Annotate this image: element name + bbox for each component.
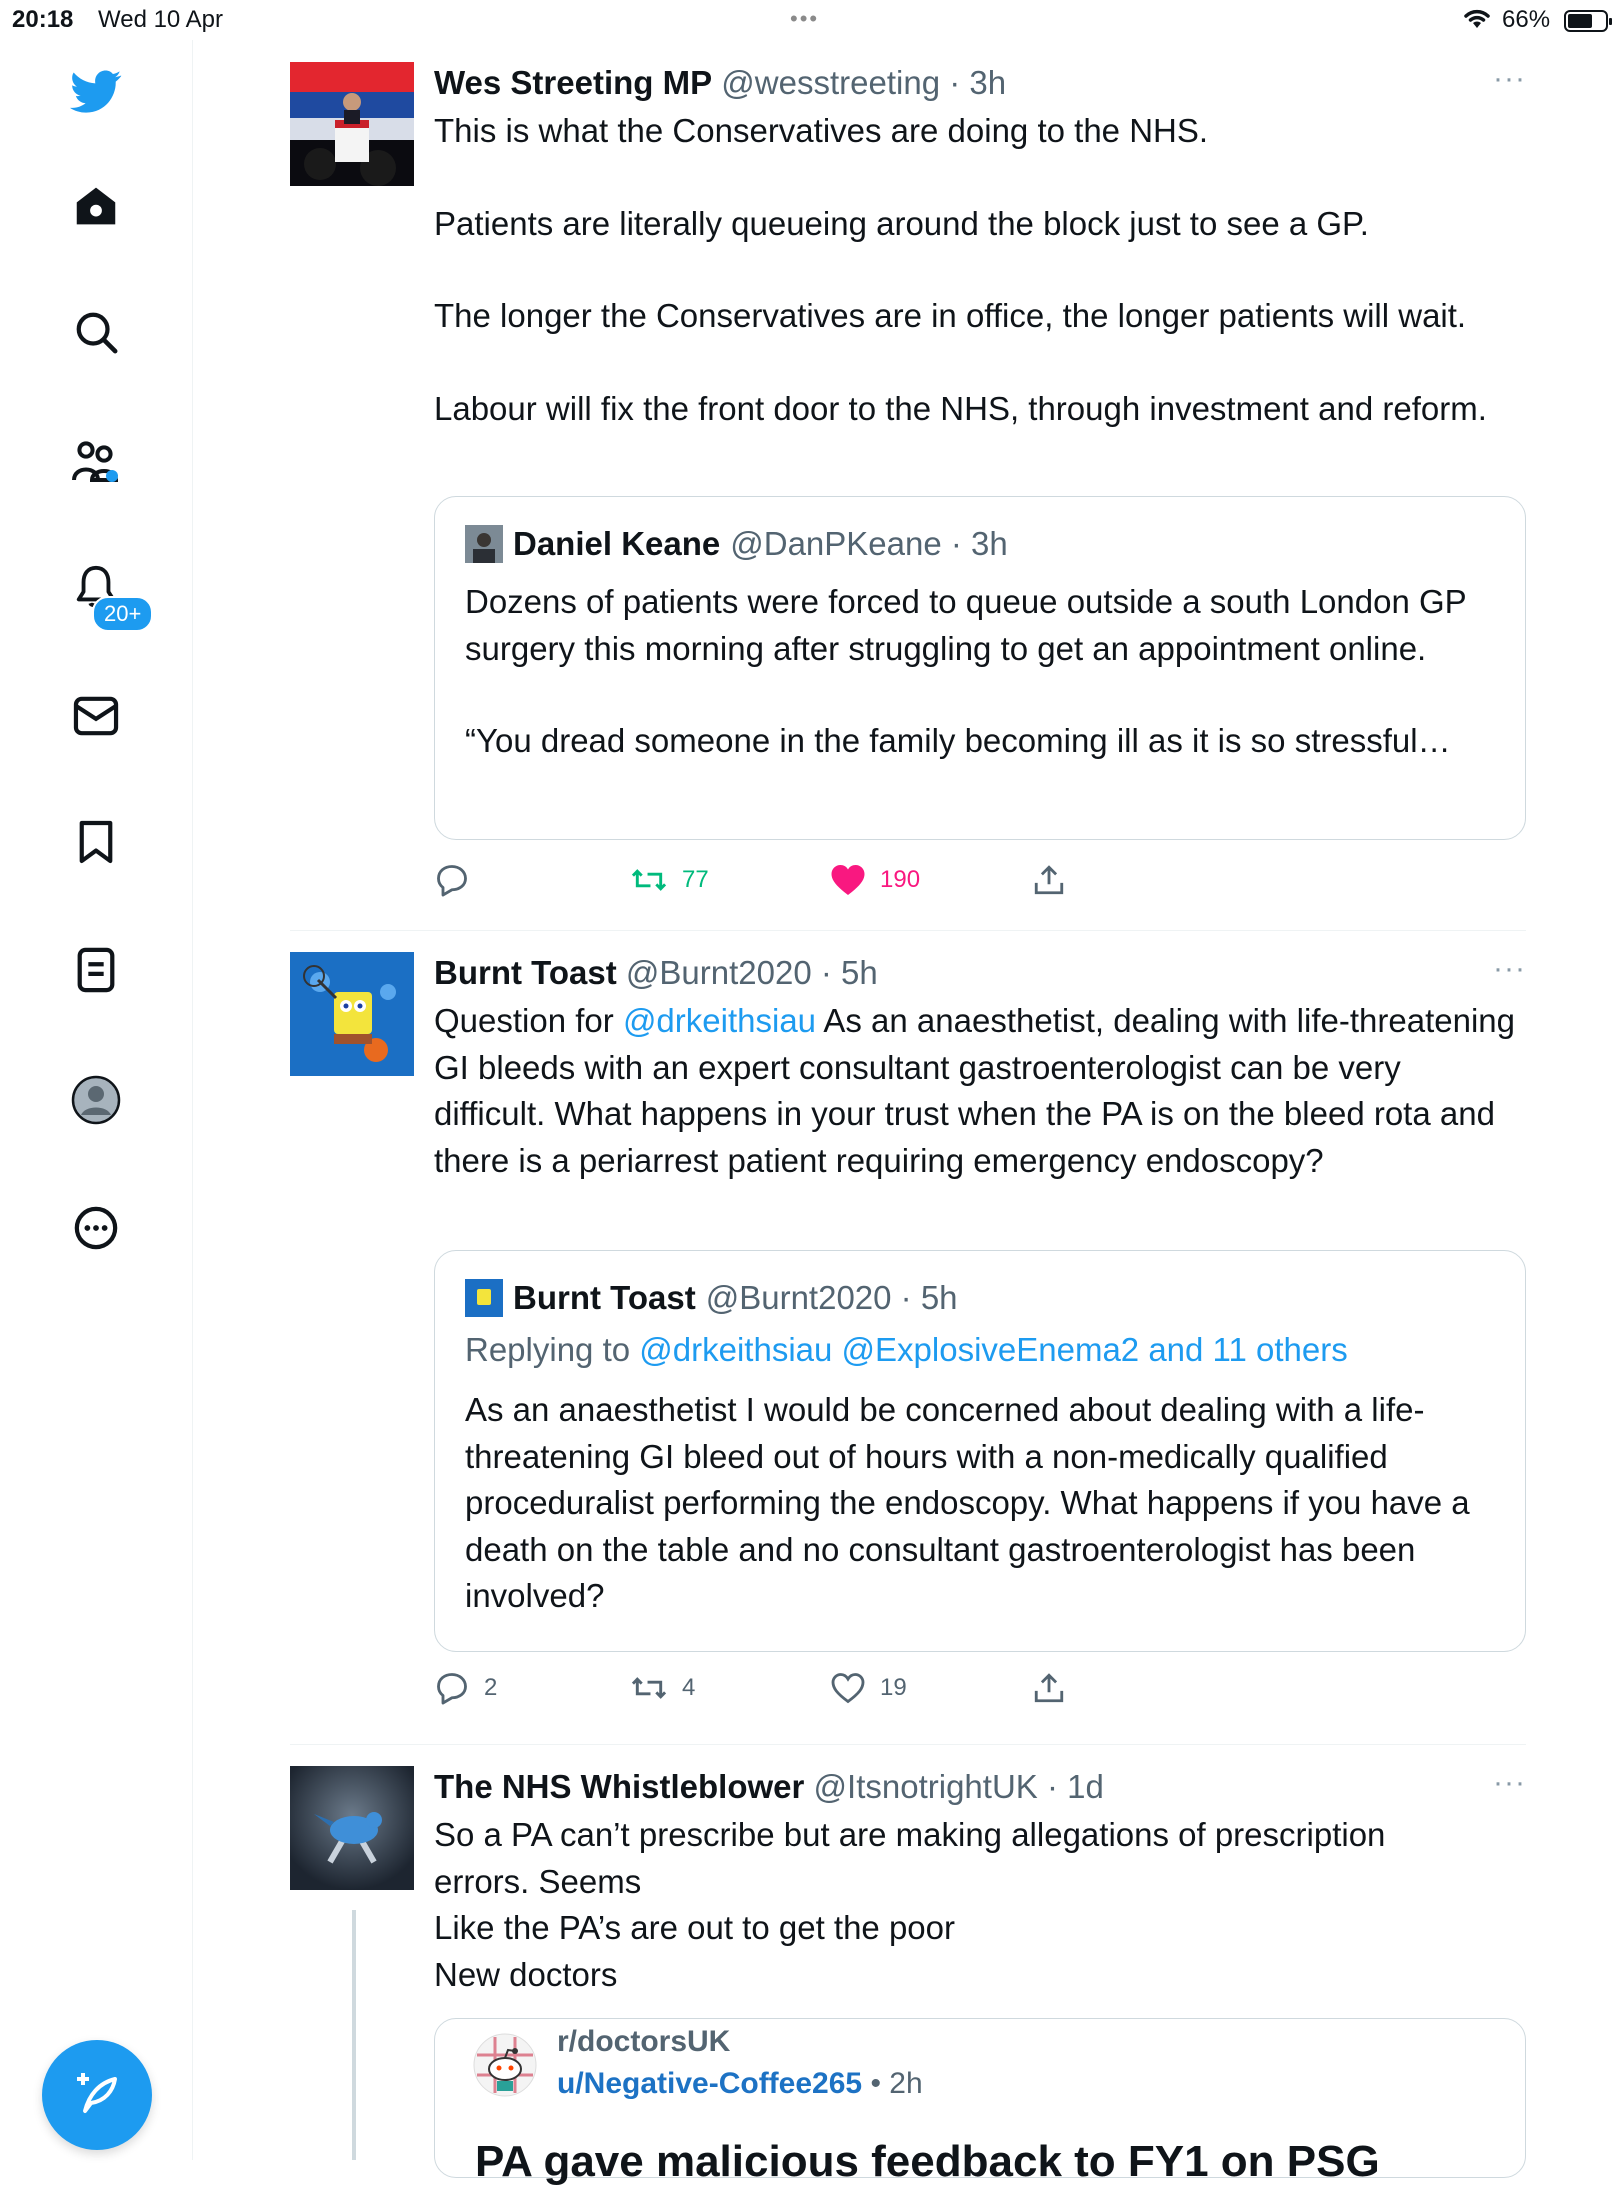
tweet-burnt-toast[interactable] xyxy=(290,952,1526,1732)
tweet-header xyxy=(434,952,1526,994)
quoted-tweet-text: As an anaesthetist I would be concerned about dealing with a life-threatening GI bleed out of hours with a non-medically qualified proceduralist performing the endoscopy. What happens if you have a death on the table and no consultant gastroenterologist has been involved? xyxy=(465,1391,1470,1614)
replying-prefix: Replying to xyxy=(465,1331,640,1368)
retweet-button[interactable] xyxy=(630,858,709,902)
tweet-text-before: Question for xyxy=(434,1002,623,1039)
tweet-text-after: As an anaesthetist, dealing with life-threatening GI bleeds with an expert consultant gastroenterologist can be very difficult. What happens in your trust when the PA is on the bleed rota and there is a periarrest patient requiring emergency endoscopy? xyxy=(434,1002,1515,1179)
bookmarks-icon[interactable] xyxy=(70,816,122,868)
reply-button[interactable] xyxy=(434,858,484,902)
reddit-user-line xyxy=(557,2067,923,2101)
communities-unread-dot xyxy=(106,470,118,482)
reddit-subreddit-icon xyxy=(473,2033,537,2097)
retweet-count: 77 xyxy=(682,866,709,893)
share-button[interactable] xyxy=(1032,1666,1066,1710)
reply-button[interactable] xyxy=(434,1666,497,1710)
author-name[interactable]: Burnt Toast xyxy=(434,954,617,991)
tweet-line: So a PA can’t prescribe but are making allegations of prescription errors. Seems xyxy=(434,1816,1386,1900)
quoted-author-handle: @DanPKeane · 3h xyxy=(730,525,1008,562)
author-handle-time: @wesstreeting · 3h xyxy=(721,64,1007,101)
battery-level xyxy=(1568,14,1592,28)
reply-icon xyxy=(434,862,470,898)
avatar[interactable] xyxy=(290,952,414,1076)
tweet-wes-streeting[interactable] xyxy=(290,62,1526,932)
retweet-button[interactable] xyxy=(630,1666,695,1710)
like-button[interactable] xyxy=(830,1666,907,1710)
tweet-paragraph: The longer the Conservatives are in office, the longer patients will wait. xyxy=(434,297,1467,334)
avatar[interactable] xyxy=(290,1766,414,1890)
notifications-badge: 20+ xyxy=(92,596,153,632)
tweet-actions xyxy=(434,858,1526,902)
quoted-author-handle: @Burnt2020 · 5h xyxy=(705,1279,958,1316)
multitask-dots[interactable]: ••• xyxy=(790,6,820,31)
heart-filled-icon xyxy=(830,863,866,897)
messages-icon[interactable] xyxy=(70,690,122,742)
tweet-text xyxy=(434,1812,1526,1998)
quoted-tweet-header xyxy=(465,523,1495,565)
reddit-post-age: • 2h xyxy=(862,2067,923,2100)
retweet-count: 4 xyxy=(682,1674,696,1701)
author-name[interactable]: The NHS Whistleblower xyxy=(434,1768,805,1805)
compose-feather-icon xyxy=(73,2071,121,2119)
more-options-icon[interactable] xyxy=(70,1202,122,1254)
quoted-author-name: Burnt Toast xyxy=(513,1279,696,1316)
quoted-tweet-text xyxy=(465,579,1495,765)
compose-tweet-button[interactable] xyxy=(42,2040,152,2150)
status-date: Wed 10 Apr xyxy=(98,6,223,33)
share-icon xyxy=(1032,1671,1066,1705)
tweet-more-button[interactable]: ··· xyxy=(1493,1766,1526,1799)
search-icon[interactable] xyxy=(70,306,122,358)
quoted-paragraph: Dozens of patients were forced to queue outside a south London GP surgery this morning after struggling to get an appointment online. xyxy=(465,583,1467,667)
profile-avatar-icon[interactable] xyxy=(70,1074,122,1126)
tweet-more-button[interactable]: ··· xyxy=(1493,952,1526,985)
quoted-author-name: Daniel Keane xyxy=(513,525,721,562)
tweet-header xyxy=(434,1766,1526,1808)
author-handle-time: @Burnt2020 · 5h xyxy=(625,954,878,991)
wifi-icon xyxy=(1462,6,1492,37)
quoted-avatar xyxy=(465,525,503,563)
status-time: 20:18 xyxy=(12,6,74,33)
twitter-logo-icon[interactable] xyxy=(70,66,122,118)
reply-count: 2 xyxy=(484,1674,498,1701)
reply-icon xyxy=(434,1670,470,1706)
sidebar-nav xyxy=(0,40,193,2160)
tweet-paragraph: Patients are literally queueing around the block just to see a GP. xyxy=(434,204,1369,242)
quoted-paragraph: “You dread someone in the family becoming ill as it is so stressful… xyxy=(465,722,1451,759)
battery-percent: 66% xyxy=(1502,6,1551,33)
reddit-username[interactable]: u/Negative-Coffee265 xyxy=(557,2067,863,2100)
like-count: 190 xyxy=(880,866,921,893)
author-handle-time: @ItsnotrightUK · 1d xyxy=(813,1768,1104,1805)
replying-to xyxy=(465,1327,1495,1373)
quoted-avatar xyxy=(465,1279,503,1317)
like-count: 19 xyxy=(880,1674,907,1701)
tweet-text xyxy=(434,108,1526,432)
share-icon xyxy=(1032,863,1066,897)
reddit-embed-card[interactable] xyxy=(434,2018,1526,2186)
tweet-divider xyxy=(290,930,1526,931)
tweet-header xyxy=(434,62,1526,104)
share-button[interactable] xyxy=(1032,858,1066,902)
tweet-divider xyxy=(290,1744,1526,1745)
heart-icon xyxy=(830,1671,866,1705)
tweet-paragraph: Labour will fix the front door to the NHS, through investment and reform. xyxy=(434,389,1487,427)
quoted-tweet[interactable] xyxy=(434,1250,1526,1652)
like-button[interactable] xyxy=(830,858,920,902)
lists-icon[interactable] xyxy=(70,944,122,996)
author-name[interactable]: Wes Streeting MP xyxy=(434,64,713,101)
tweet-line: Like the PA’s are out to get the poor xyxy=(434,1909,956,1946)
mention-link[interactable]: @drkeithsiau xyxy=(622,1002,817,1039)
retweet-icon xyxy=(630,862,668,898)
quoted-tweet[interactable] xyxy=(434,496,1526,840)
replying-mentions[interactable]: @drkeithsiau @ExplosiveEnema2 and 11 others xyxy=(639,1331,1348,1368)
retweet-icon xyxy=(630,1670,668,1706)
tweet-more-button[interactable]: ··· xyxy=(1493,62,1526,95)
avatar[interactable] xyxy=(290,62,414,186)
status-bar xyxy=(0,0,1620,40)
quoted-tweet-header xyxy=(465,1277,1495,1319)
reddit-subreddit[interactable]: r/doctorsUK xyxy=(557,2025,731,2058)
tweet-text xyxy=(434,998,1526,1184)
reddit-post-title[interactable]: PA gave malicious feedback to FY1 on PSG xyxy=(475,2137,1380,2186)
home-icon[interactable] xyxy=(70,180,122,232)
tweet-paragraph: This is what the Conservatives are doing to the NHS. xyxy=(434,112,1209,149)
tweet-actions xyxy=(434,1666,1526,1710)
battery-icon xyxy=(1564,10,1608,32)
tweet-line: New doctors xyxy=(434,1955,618,1993)
